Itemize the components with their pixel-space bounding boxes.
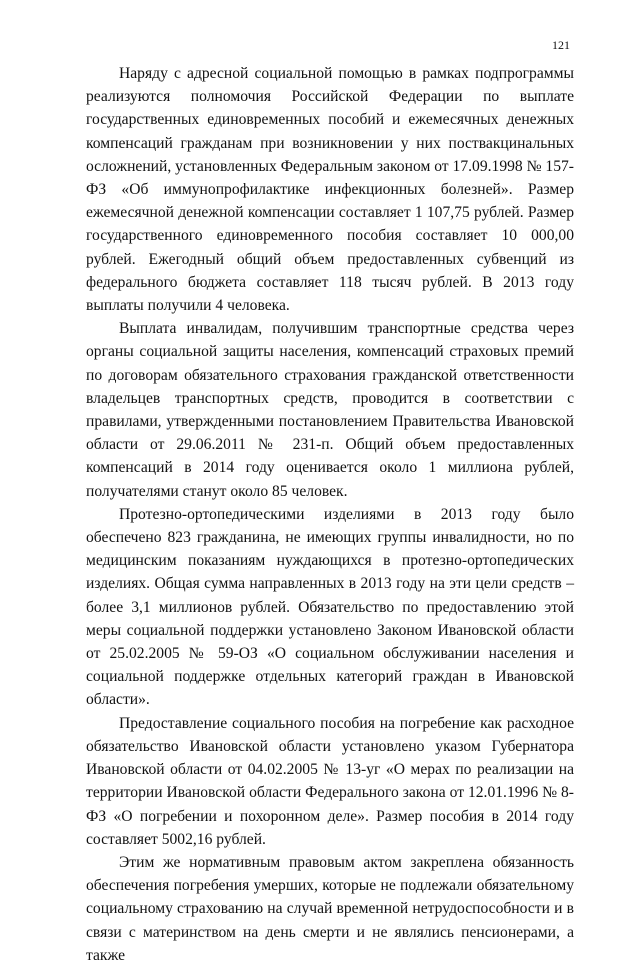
paragraph-2: Выплата инвалидам, получившим транспортные средства через органы социальной защиты населения, компенсаций страховых премий по договорам обязательного страхования гражданской ответственности владельцев транспортных средств, проводится в соответствии с правилами, утвержденными постановлением Правительства Ивановской области от 29.06.2011 № 231-п. Общий объем предоставленных компенсаций в 2014 году оценивается около 1 миллиона рублей, получателями станут около 85 человек. [86, 320, 574, 500]
page-number: 121 [552, 38, 570, 52]
body-text [86, 62, 574, 967]
paragraph-4: Предоставление социального пособия на погребение как расходное обязательство Ивановской области установлено указом Губернатора Ивановской области от 04.02.2005 № 13-уг «О мерах по реализации на территории Ивановской области Федерального закона от 12.01.1996 № 8-ФЗ «О погребении и похоронном деле». Размер пособия в 2014 году составляет 5002,16 рублей. [86, 714, 574, 848]
paragraph-1: Наряду с адресной социальной помощью в рамках подпрограммы реализуются полномочия Российской Федерации по выплате государственных единовременных пособий и ежемесячных денежных компенсаций гражданам при возникновении у них поствакцинальных осложнений, установленных Федеральным законом от 17.09.1998 № 157-ФЗ «Об иммунопрофилактике инфекционных болезней». Размер ежемесячной денежной компенсации составляет 1 107,75 рублей. Размер государственного единовременного пособия составляет 10 000,00 рублей. Ежегодный общий объем предоставленных субвенций из федерального бюджета составляет 118 тысяч рублей. В 2013 году выплаты получили 4 человека. [86, 65, 574, 315]
paragraph-3: Протезно-ортопедическими изделиями в 2013 году было обеспечено 823 гражданина, не имеющих группы инвалидности, но по медицинским показаниям нуждающихся в протезно-ортопедических изделиях. Общая сумма направленных в 2013 году на эти цели средств – более 3,1 миллионов рублей. Обязательство по предоставлению этой меры социальной поддержки установлено Законом Ивановской области от 25.02.2005 № 59-ОЗ «О социальном обслуживании населения и социальной поддержке отдельных категорий граждан в Ивановской области». [86, 505, 574, 709]
paragraph-5: Этим же нормативным правовым актом закреплена обязанность обеспечения погребения умерших, которые не подлежали обязательному социальному страхованию на случай временной нетрудоспособности и в связи с материнством на день смерти и не являлись пенсионерами, а также [86, 853, 574, 964]
